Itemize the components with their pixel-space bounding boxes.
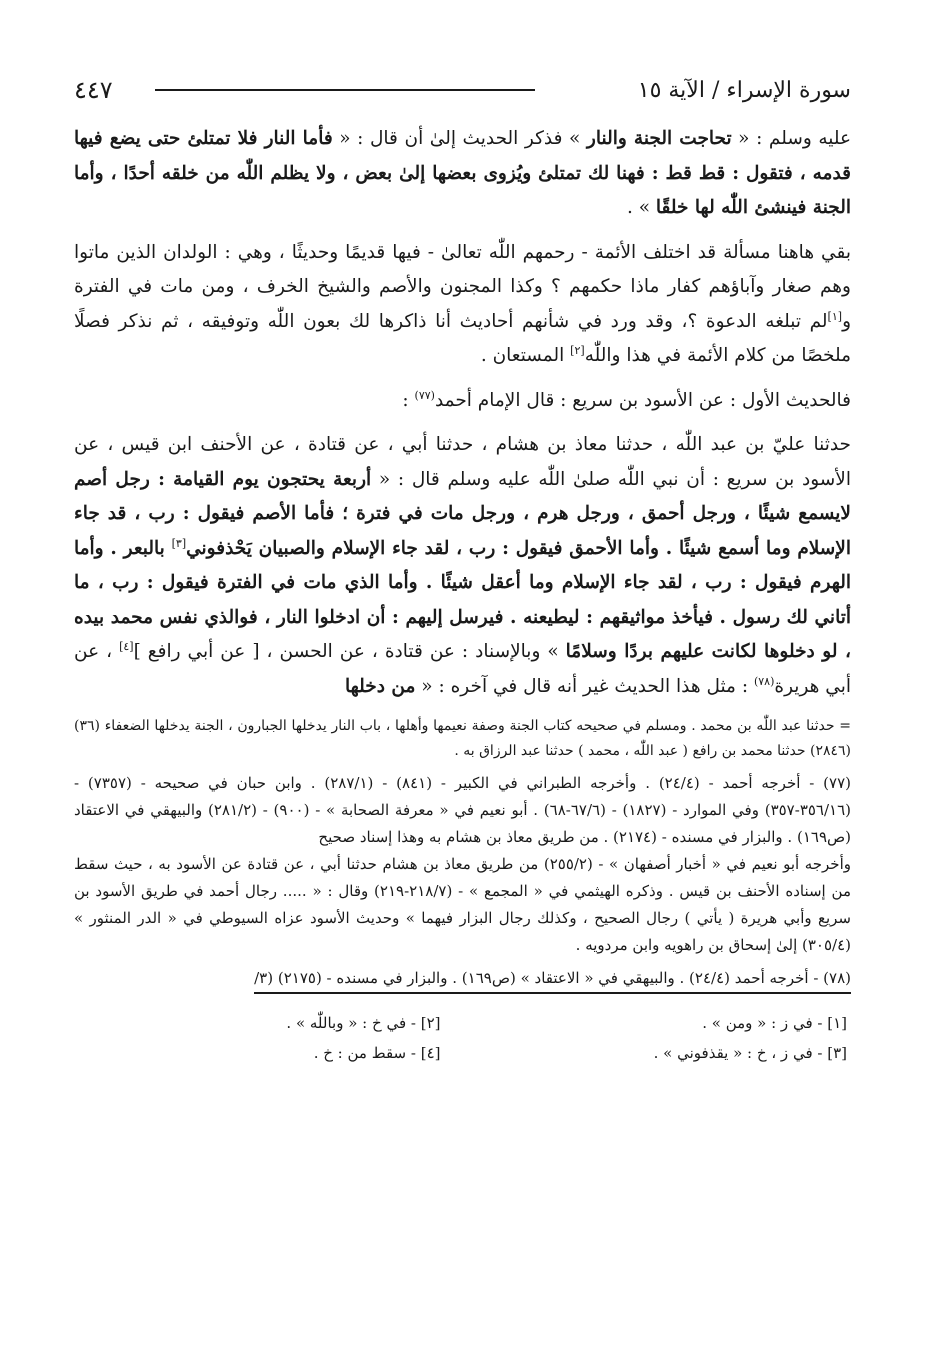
variant-marker: [٢] [570,343,585,357]
text-run: » . [626,197,656,218]
page-number: ٤٤٧ [74,76,113,104]
variant-note-3: [٣] - في ز ، خ : « يقذفوني » . [653,1044,847,1062]
footnote-marker: (٧٨) [753,674,775,688]
footnote-77: (٧٧) - أخرجه أحمد - (٢٤/٤) . وأخرجه الطبراني في الكبير - (٨٤١) - (٢٨٧/١) . وابن حبان في صحيحه - (٧٣٥٧) - (٣٥٦/١٦-٣٥٧) وفي الموارد - (١٨٢٧) - (٦٧/٦-٦٨) . أبو نعيم في « معرفة الصحابة » - (٩٠٠) - (٢٨١/٢) والبيهقي في الاعتقاد (ص١٦٩) . والبزار في مسنده - (٢١٧٤) . من طريق معاذ بن هشام به وهذا إسناد صحيح [74,774,852,846]
footnote-marker: (٧٧) [414,388,435,402]
variant-marker: [١] [827,309,843,323]
main-text [74,122,851,704]
surah-title: سورة الإسراء / الآية ١٥ [637,77,851,103]
running-header [74,70,851,110]
hadith-quote: فأما النار فلا تمتلئ حتى يضع فيها قدمه ، فتقول : قط قط : فهنا لك تمتلئ ويُزوى بعضها إلىٰ بعض ، ولا يظلم اللّٰه من خلقه أحدًا ، وأما الجنة فينشئ اللّٰه لها خلقًا [74,128,851,218]
text-run: » وبالإسناد : عن قتادة ، عن الحسن ، [ عن أبي رافع ] [133,641,566,662]
text-run: المستعان . [480,345,571,366]
paragraph-2 [74,236,851,374]
text-run: » فذكر الحديث إلىٰ أن قال : « [332,128,587,149]
footnote-77-cont: وأخرجه أبو نعيم في « أخبار أصفهان » - (٢٥٥/٢) من طريق معاذ بن هشام حدثنا أبي ، عن قتادة عن الأسود به ، حيث سقط من إسناده الأحنف بن قيس . وذكره الهيثمي في « المجمع » - (٢١٨/٧-٢١٩) وقال : « ..... رجال أحمد في طريق الأسود بن سريع وأبي هريرة ( يأتي ) رجال الصحيح ، وكذلك رجال البزار فيهما » وحديث الأسود عزاه السيوطي في « الدر المنثور » (٣٠٥/٤) إلىٰ إسحاق بن راهويه وابن مردويه . [74,855,851,954]
variant-notes [74,1010,851,1066]
footnote-78: (٧٨) - أخرجه أحمد (٢٤/٤) . والبيهقي في « الاعتقاد » (ص١٦٩) . والبزار في مسنده - (٢١٧٥) (٣/ [254,965,851,994]
text-run: ، عن أبي هريرة [74,641,851,697]
text-run: بقي هاهنا مسألة قد اختلف الأئمة - رحمهم اللّٰه تعالىٰ - فيها قديمًا وحديثًا ، وهي : الولدان الذين ماتوا وهم صغار وآباؤهم كفار ماذا حكمهم ؟ وكذا المجنون والأصم والشيخ الخرف ، ومن مات في الفترة و [74,241,851,332]
header-rule [155,89,535,91]
variant-marker: [٣] [171,536,187,550]
paragraph-4 [74,428,851,704]
text-run: فالحديث الأول : عن الأسود بن سريع : قال الإمام أحمد [434,389,851,411]
variant-marker: [٤] [119,639,134,653]
hadith-title: تحاجت الجنة والنار [586,128,732,149]
text-run: حدثنا عليّ بن عبد اللّٰه ، حدثنا معاذ بن هشام ، حدثنا أبي ، عن قتادة ، عن الأحنف ابن قيس ، عن الأسود بن سريع : أن نبي اللّٰه صلىٰ اللّٰه عليه وسلم قال : « [74,434,852,490]
variant-note-1: [١] - في ز : « ومن » . [702,1014,847,1032]
text-run: عليه وسلم : « [731,128,851,149]
text-run: : [402,389,415,411]
paragraph-3 [74,384,851,419]
variant-note-4: [٤] - سقط من : خ . [313,1044,441,1062]
hadith-quote: بالبعر . وأما الهرم فيقول : رب ، لقد جاء الإسلام وما أعقل شيئًا . وأما الذي مات في الفترة فيقول : رب ، ما أتاني لك رسول . فيأخذ مواثيقهم : ليطيعنه . فيرسل إليهم : أن ادخلوا النار ، فوالذي نفس محمد بيده ، لو دخلوها لكانت عليهم بردًا وسلامًا [74,537,851,662]
variant-note-2: [٢] - في خ : « وباللّٰه » . [286,1014,441,1032]
footnotes [74,714,851,994]
text-run: : مثل هذا الحديث غير أنه قال في آخره : « [415,675,754,697]
text-run: لم تبلغه الدعوة ؟، وقد ورد في شأنهم أحاديث أنا ذاكرها لك بعون اللّٰه وتوفيقه ، ثم نذكر فصلًا ملخصًا من كلام الأئمة في هذا واللّٰه [74,310,851,366]
paragraph-1 [74,122,851,226]
footnote-78-line [74,965,851,994]
footnote-separator [74,704,851,714]
hadith-quote: أربعة يحتجون يوم القيامة : رجل أصم لايسمع شيئًا ، ورجل أحمق ، ورجل هرم ، ورجل مات في فترة ؛ فأما الأصم فيقول : رب ، قد جاء الإسلام وما أسمع شيئًا . وأما الأحمق فيقول : رب ، لقد جاء الإسلام والصبيان يَحْذفوني [74,468,851,559]
footnote-continuation: = حدثنا عبد اللّٰه بن محمد . ومسلم في صحيحه كتاب الجنة وصفة نعيمها وأهلها ، باب النار يدخلها الجبارون ، الجنة يدخلها الضعفاء (٣٦) (٢٨٤٦) حدثنا محمد بن رافع ( عبد اللّٰه ، محمد ) حدثنا عبد الرزاق به . [74,718,851,759]
hadith-quote: من دخلها [345,675,416,697]
